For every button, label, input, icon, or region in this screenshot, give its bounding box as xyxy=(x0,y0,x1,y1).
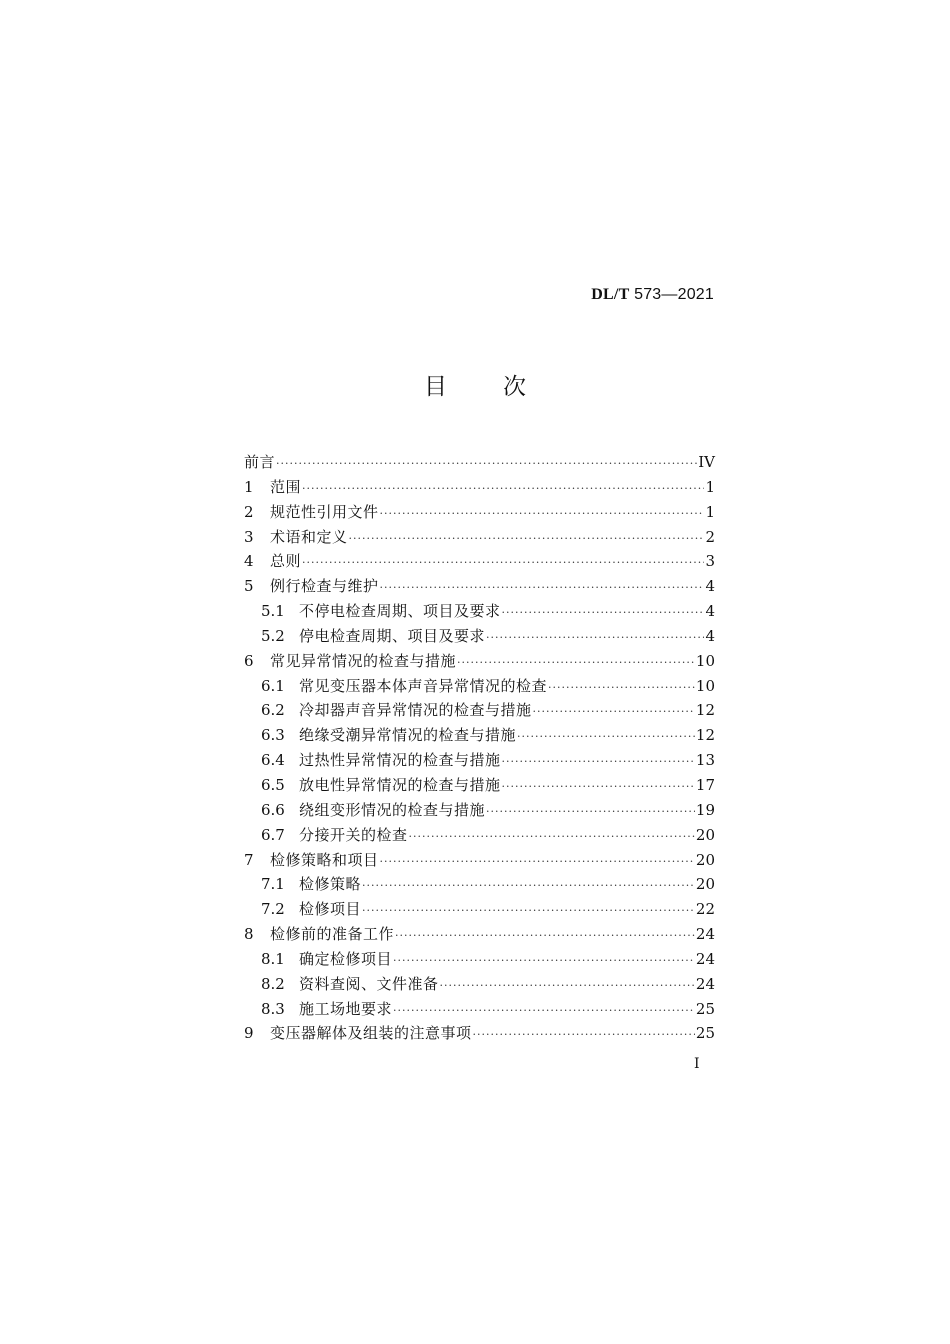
page-title xyxy=(0,370,950,404)
toc-entry-page: 4 xyxy=(705,626,715,645)
toc-entry[interactable] xyxy=(244,575,715,600)
toc-entry-label: 检修策略 xyxy=(299,875,362,894)
toc-entry-label: 停电检查周期、项目及要求 xyxy=(299,626,486,645)
toc-entry[interactable] xyxy=(244,600,715,625)
toc-entry[interactable] xyxy=(244,749,715,774)
toc-entry-page: 24 xyxy=(695,974,715,993)
toc-entry-number: 6.5 xyxy=(261,775,285,794)
toc-entry-label: 常见变压器本体声音异常情况的检查 xyxy=(299,676,548,695)
page-title-part-2: 次 xyxy=(503,374,526,400)
toc-entry[interactable] xyxy=(244,550,715,575)
toc-entry[interactable] xyxy=(244,873,715,898)
toc-entry-leader xyxy=(502,606,705,619)
toc-entry-number: 6.1 xyxy=(261,676,285,695)
toc-entry-page: 17 xyxy=(695,775,715,794)
toc-entry-leader xyxy=(440,979,695,992)
toc-entry-page: 12 xyxy=(695,726,715,745)
toc-entry[interactable] xyxy=(244,774,715,799)
toc-entry-leader xyxy=(457,656,695,669)
toc-entry[interactable] xyxy=(244,625,715,650)
toc-entry-label: 总则 xyxy=(270,552,302,571)
toc-entry-leader xyxy=(548,681,695,694)
toc-entry-label: 绕组变形情况的检查与措施 xyxy=(299,800,486,819)
toc-entry-number: 6.4 xyxy=(261,751,285,770)
toc-entry-label: 检修前的准备工作 xyxy=(270,925,395,944)
toc-entry[interactable] xyxy=(244,650,715,675)
toc-entry-page: 12 xyxy=(695,701,715,720)
toc-entry-page: 1 xyxy=(705,502,715,521)
toc-entry-label: 规范性引用文件 xyxy=(270,502,379,521)
toc-entry-leader xyxy=(380,507,705,520)
toc-entry-number: 5.2 xyxy=(261,626,285,645)
toc-entry-leader xyxy=(393,954,695,967)
toc-entry-page: 10 xyxy=(695,676,715,695)
toc-entry-leader xyxy=(362,879,695,892)
toc-entry-number: 3 xyxy=(244,527,254,546)
toc-entry-label: 放电性异常情况的检查与措施 xyxy=(299,775,501,794)
toc-entry-leader xyxy=(393,1004,695,1017)
table-of-contents xyxy=(244,451,715,1047)
toc-entry-number: 8.3 xyxy=(261,999,285,1018)
toc-entry-page: 3 xyxy=(705,552,715,571)
toc-entry-leader xyxy=(302,482,704,495)
toc-entry-leader xyxy=(362,904,695,917)
toc-entry-number: 6.3 xyxy=(261,726,285,745)
toc-entry-label: 术语和定义 xyxy=(270,527,348,546)
toc-entry[interactable] xyxy=(244,501,715,526)
toc-entry-page: 4 xyxy=(705,577,715,596)
toc-entry-page: 19 xyxy=(695,800,715,819)
toc-entry[interactable] xyxy=(244,1022,715,1047)
toc-entry[interactable] xyxy=(244,824,715,849)
toc-entry-page: 20 xyxy=(695,875,715,894)
toc-entry-label: 检修策略和项目 xyxy=(270,850,379,869)
toc-entry-label: 绝缘受潮异常情况的检查与措施 xyxy=(299,726,517,745)
toc-entry-label: 不停电检查周期、项目及要求 xyxy=(299,602,501,621)
toc-entry[interactable] xyxy=(244,923,715,948)
toc-entry-leader xyxy=(517,730,695,743)
toc-entry-page: 22 xyxy=(695,900,715,919)
toc-entry-leader xyxy=(533,705,695,718)
toc-entry-number: 8.1 xyxy=(261,949,285,968)
toc-entry-leader xyxy=(486,805,695,818)
toc-entry-label: 范围 xyxy=(270,477,302,496)
toc-entry-number: 5.1 xyxy=(261,602,285,621)
toc-entry-label: 资料查阅、文件准备 xyxy=(299,974,439,993)
toc-entry-label: 分接开关的检查 xyxy=(299,825,408,844)
toc-entry-label: 检修项目 xyxy=(299,900,362,919)
toc-entry-number: 6.2 xyxy=(261,701,285,720)
page-title-part-1: 目 xyxy=(424,374,447,400)
toc-entry[interactable] xyxy=(244,898,715,923)
toc-entry-page: 2 xyxy=(705,527,715,546)
toc-entry-page: 20 xyxy=(695,850,715,869)
toc-entry-number: 8 xyxy=(244,925,254,944)
toc-entry[interactable] xyxy=(244,799,715,824)
toc-entry-label: 过热性异常情况的检查与措施 xyxy=(299,751,501,770)
toc-entry-leader xyxy=(302,556,704,569)
toc-entry[interactable] xyxy=(244,849,715,874)
toc-entry-leader xyxy=(395,929,695,942)
toc-entry-leader xyxy=(473,1028,695,1041)
toc-entry[interactable] xyxy=(244,451,715,476)
toc-entry-number: 7 xyxy=(244,850,254,869)
toc-entry-label: 常见异常情况的检查与措施 xyxy=(270,651,457,670)
document-code-prefix: DL/T xyxy=(591,286,630,303)
toc-entry-number: 6 xyxy=(244,651,254,670)
toc-entry-number: 6.6 xyxy=(261,800,285,819)
toc-entry-label: 例行检查与维护 xyxy=(270,577,379,596)
toc-entry-page: 25 xyxy=(695,999,715,1018)
toc-entry-page: 24 xyxy=(695,925,715,944)
toc-entry-label: 前言 xyxy=(244,453,276,471)
toc-entry-number: 6.7 xyxy=(261,825,285,844)
toc-entry-number: 4 xyxy=(244,552,254,571)
toc-entry-page: 13 xyxy=(695,751,715,770)
toc-entry-number: 1 xyxy=(244,477,254,496)
toc-entry[interactable] xyxy=(244,948,715,973)
toc-entry-page: 24 xyxy=(695,949,715,968)
toc-entry-page: 1 xyxy=(705,477,715,496)
toc-entry[interactable] xyxy=(244,476,715,501)
toc-entry-leader xyxy=(409,830,695,843)
toc-entry-number: 2 xyxy=(244,502,254,521)
toc-entry-leader xyxy=(380,581,705,594)
toc-entry-label: 冷却器声音异常情况的检查与措施 xyxy=(299,701,532,720)
toc-entry-page: 10 xyxy=(695,651,715,670)
toc-entry[interactable] xyxy=(244,973,715,998)
document-code-number: 573—2021 xyxy=(629,286,714,303)
toc-entry-leader xyxy=(502,755,695,768)
toc-entry-number: 7.2 xyxy=(261,900,285,919)
toc-entry-label: 施工场地要求 xyxy=(299,999,393,1018)
toc-entry-leader xyxy=(486,631,704,644)
toc-entry[interactable] xyxy=(244,526,715,551)
toc-entry-number: 9 xyxy=(244,1024,254,1043)
toc-entry-page: 4 xyxy=(705,602,715,621)
document-code xyxy=(591,286,714,304)
toc-entry[interactable] xyxy=(244,699,715,724)
toc-entry-leader xyxy=(502,780,695,793)
toc-entry-number: 7.1 xyxy=(261,875,285,894)
toc-entry-leader xyxy=(276,457,697,470)
toc-entry-page: IV xyxy=(698,453,715,471)
toc-entry-number: 8.2 xyxy=(261,974,285,993)
toc-entry-number: 5 xyxy=(244,577,254,596)
page-number: I xyxy=(694,1056,700,1072)
toc-entry-leader xyxy=(380,855,695,868)
toc-entry-page: 20 xyxy=(695,825,715,844)
toc-entry-label: 变压器解体及组装的注意事项 xyxy=(270,1024,472,1043)
toc-entry[interactable] xyxy=(244,998,715,1023)
toc-entry-page: 25 xyxy=(695,1024,715,1043)
toc-entry[interactable] xyxy=(244,724,715,749)
toc-entry[interactable] xyxy=(244,675,715,700)
toc-entry-label: 确定检修项目 xyxy=(299,949,393,968)
toc-entry-leader xyxy=(349,532,705,545)
